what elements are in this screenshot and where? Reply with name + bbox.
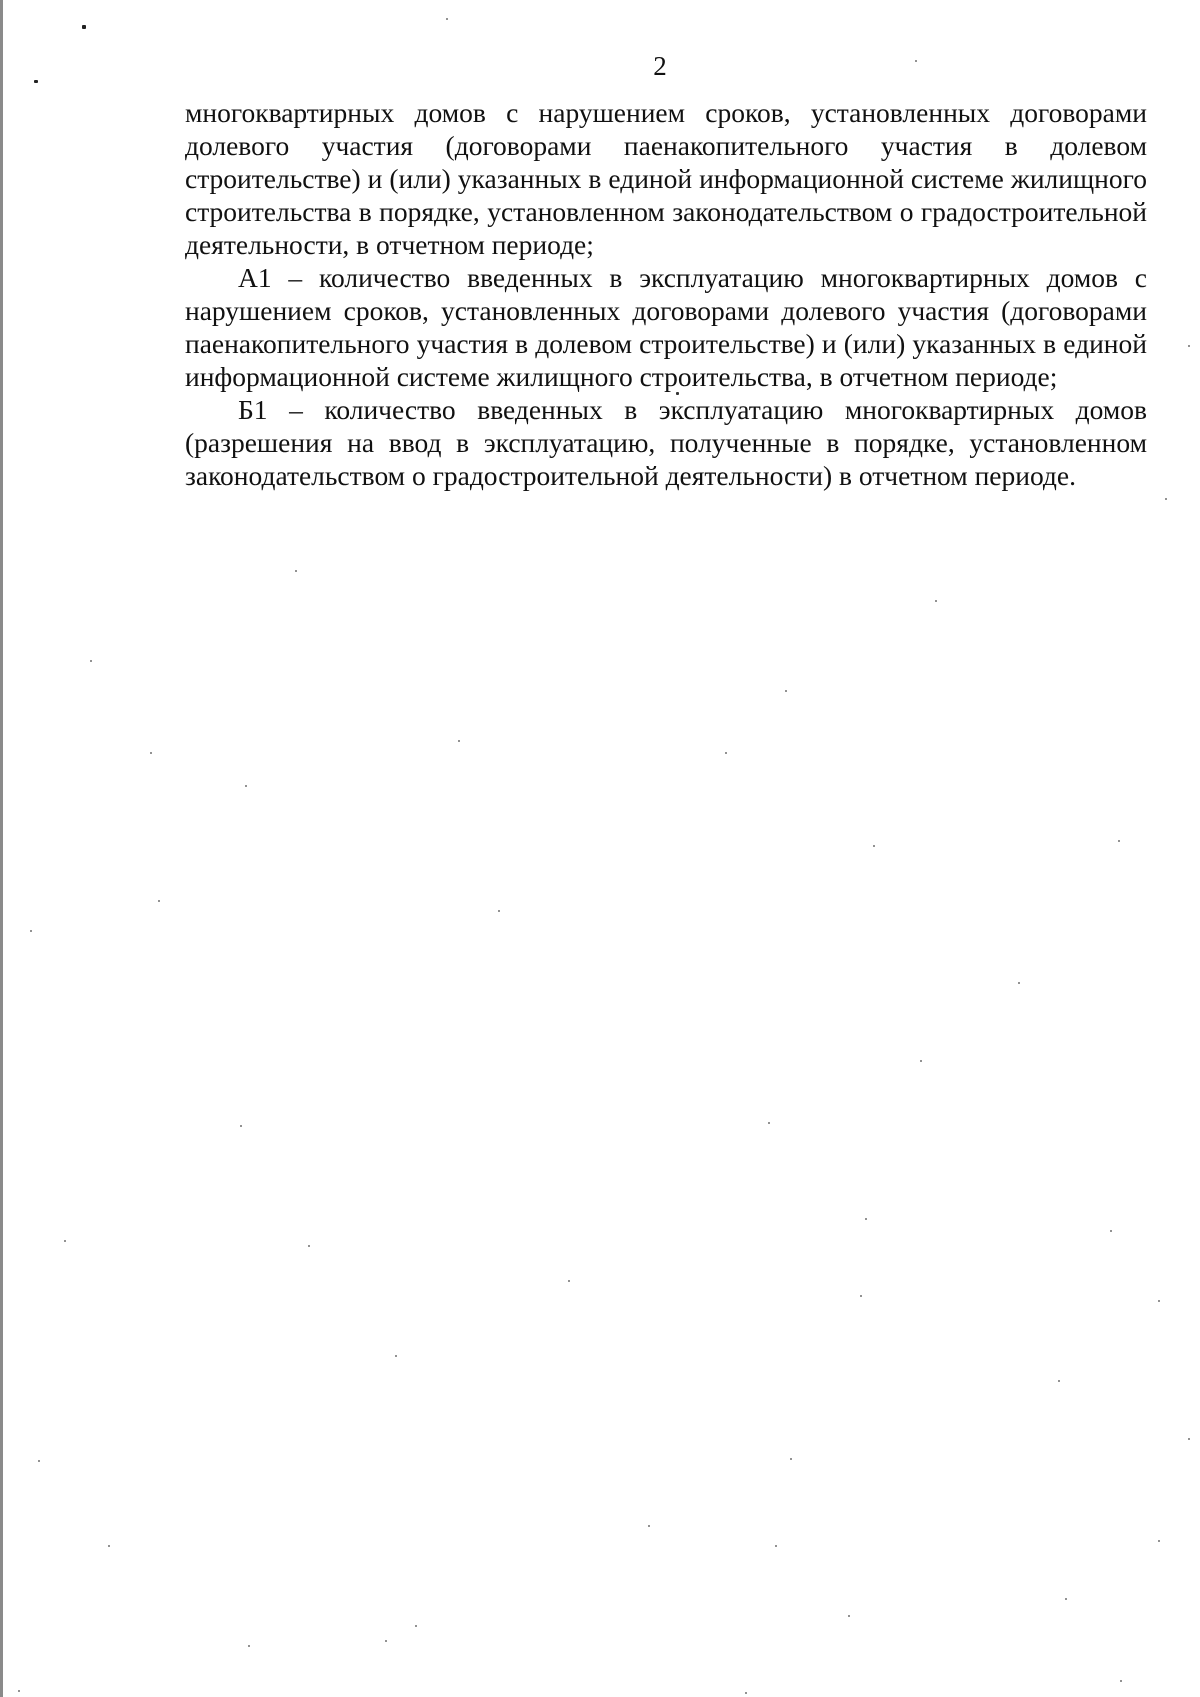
document-body (185, 96, 1147, 492)
page-number: 2 (653, 51, 667, 81)
paragraph-b1-definition: Б1 – количество введенных в эксплуатацию многоквартирных домов (разрешения на ввод в эксплуатацию, полученные в порядке, установленном законодательством о градостроительной деятельности) в отчетном периоде. (185, 394, 1147, 491)
paragraph-a1-definition: А1 – количество введенных в эксплуатацию многоквартирных домов с нарушением сроков, установленных договорами долевого участия (договорами паенакопительного участия в долевом строительстве) и (или) указанных в единой информационной системе жилищного строительства, в отчетном периоде; (185, 262, 1147, 392)
paragraph-continuation: многоквартирных домов с нарушением сроков, установленных договорами долевого участия (договорами паенакопительного участия в долевом строительстве) и (или) указанных в единой информационной системе жилищного строительства в порядке, установленном законодательством о градостроительной деятельности, в отчетном периоде; (185, 97, 1147, 260)
scan-page-edge (0, 0, 3, 1697)
